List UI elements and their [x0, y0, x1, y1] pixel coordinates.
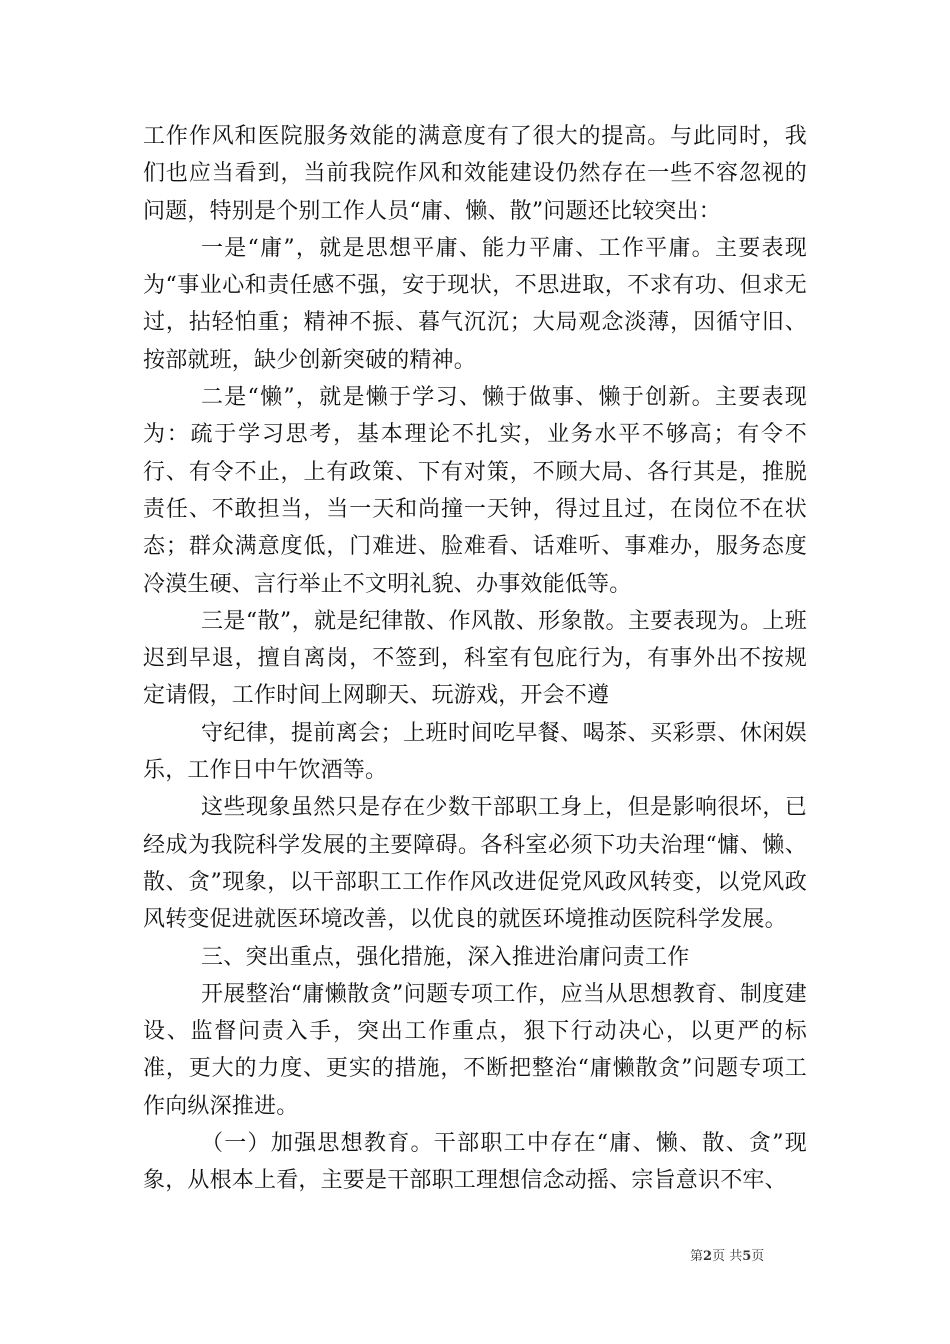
paragraph-impact: 这些现象虽然只是存在少数干部职工身上，但是影响很坏，已经成为我院科学发展的主要障碍。各科室必须下功夫治理“慵、懒、散、贪”现象，以干部职工工作作风改进促党风政风转变，以党风政风转变促进就医环境改善，以优良的就医环境推动医院科学发展。: [143, 795, 807, 933]
paragraph-san: 三是“散”，就是纪律散、作风散、形象散。主要表现为。上班迟到早退，擅自离岗，不签到，科室有包庇行为，有事外出不按规定请假，工作时间上网聊天、玩游戏，开会不遵: [143, 608, 807, 709]
footer-total-pages: 5: [742, 1249, 752, 1264]
footer-prefix: 第: [690, 1249, 704, 1264]
paragraph-lan: 二是“懒”，就是懒于学习、懒于做事、懒于创新。主要表现为：疏于学习思考，基本理论不扎实，业务水平不够高；有令不行、有令不止，上有政策、下有对策，不顾大局、各行其是，推脱责任、不敢担当，当一天和尚撞一天钟，得过且过，在岗位不在状态；群众满意度低，门难进、脸难看、话难听、事难办，服务态度冷漠生硬、言行举止不文明礼貌、办事效能低等。: [143, 385, 807, 597]
footer-middle: 页 共: [712, 1249, 743, 1264]
paragraph-yong: 一是“庸”，就是思想平庸、能力平庸、工作平庸。主要表现为“事业心和责任感不强，安于现状，不思进取，不求有功、但求无过，拈轻怕重；精神不振、暮气沉沉；大局观念淡薄，因循守旧、按部就班，缺少创新突破的精神。: [143, 235, 807, 373]
paragraph-education: （一）加强思想教育。干部职工中存在“庸、懒、散、贪”现象，从根本上看，主要是干部职工理想信念动摇、宗旨意识不牢、: [143, 1131, 807, 1194]
page-number-footer: [690, 1249, 764, 1265]
document-body: [143, 118, 807, 1200]
footer-suffix: 页: [751, 1249, 765, 1264]
paragraph-san-continued: 守纪律，提前离会；上班时间吃早餐、喝茶、买彩票、休闲娱乐，工作日中午饮酒等。: [143, 720, 807, 784]
paragraph-special-work: 开展整治“庸懒散贪”问题专项工作，应当从思想教育、制度建设、监督问责入手，突出工作重点，狠下行动决心，以更严的标准，更大的力度、更实的措施，不断把整治“庸懒散贪”问题专项工作向纵深推进。: [143, 981, 807, 1119]
paragraph-intro-continued: 工作作风和医院服务效能的满意度有了很大的提高。与此同时，我们也应当看到，当前我院作风和效能建设仍然存在一些不容忽视的问题，特别是个别工作人员“庸、懒、散”问题还比较突出：: [143, 124, 807, 224]
footer-current-page: 2: [703, 1249, 713, 1264]
section-heading-three: 三、突出重点，强化措施，深入推进治庸问责工作: [201, 944, 690, 970]
